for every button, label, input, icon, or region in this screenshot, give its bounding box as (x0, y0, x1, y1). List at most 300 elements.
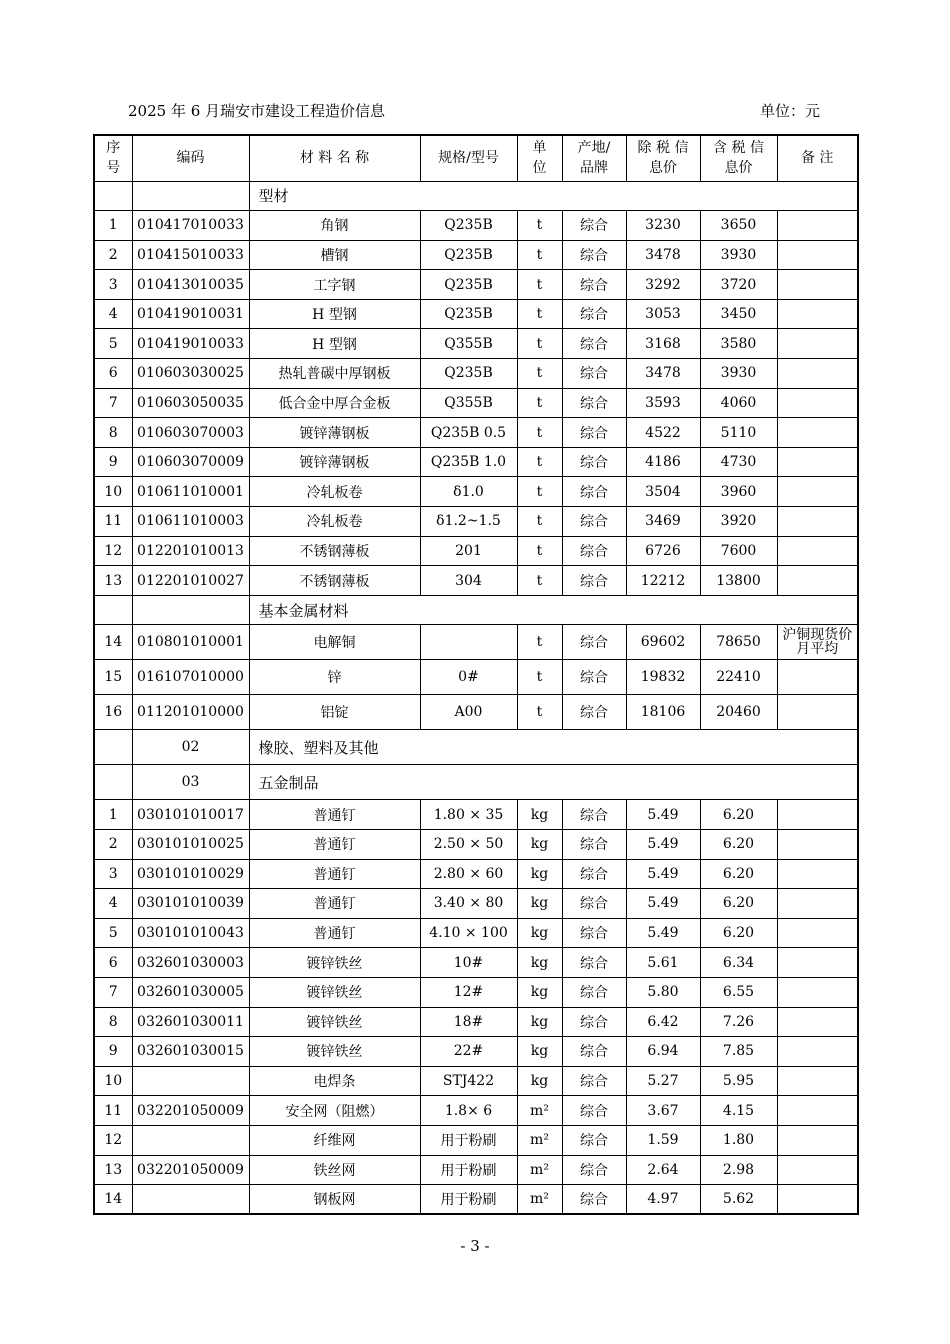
remark-cell (777, 1185, 858, 1215)
seq-cell: 12 (94, 536, 132, 566)
pre-tax-cell: 3.67 (626, 1096, 700, 1126)
pre-tax-cell: 3478 (626, 359, 700, 389)
origin-cell: 综合 (562, 1066, 626, 1096)
incl-tax-cell: 4.15 (700, 1096, 777, 1126)
pre-tax-cell: 5.27 (626, 1066, 700, 1096)
header-seq: 序号 (94, 135, 132, 181)
seq-cell: 7 (94, 388, 132, 418)
spec-cell: Q235B (420, 270, 517, 300)
header-incl-tax-price: 含 税 信息价 (700, 135, 777, 181)
remark-cell (777, 800, 858, 830)
incl-tax-cell: 6.20 (700, 830, 777, 860)
origin-cell: 综合 (562, 299, 626, 329)
seq-cell: 4 (94, 889, 132, 919)
spec-cell: δ1.2~1.5 (420, 507, 517, 537)
remark-cell (777, 240, 858, 270)
table-row (94, 329, 858, 359)
spec-cell: Q235B (420, 359, 517, 389)
seq-cell: 5 (94, 918, 132, 948)
seq-cell: 12 (94, 1125, 132, 1155)
seq-cell: 1 (94, 211, 132, 241)
origin-cell: 综合 (562, 388, 626, 418)
remark-cell (777, 1096, 858, 1126)
section-title: 橡胶、塑料及其他 (249, 730, 858, 765)
incl-tax-cell: 3650 (700, 211, 777, 241)
seq-cell: 6 (94, 948, 132, 978)
header-origin: 产地/品牌 (562, 135, 626, 181)
seq-cell: 10 (94, 1066, 132, 1096)
seq-cell: 9 (94, 447, 132, 477)
pre-tax-cell: 18106 (626, 695, 700, 730)
incl-tax-cell: 7.26 (700, 1007, 777, 1037)
code-cell (132, 1066, 249, 1096)
document-title: 2025 年 6 月瑞安市建设工程造价信息 (128, 102, 386, 120)
section-code-cell (132, 595, 249, 625)
table-row (94, 1125, 858, 1155)
incl-tax-cell: 6.20 (700, 800, 777, 830)
unit-cell: kg (517, 1037, 562, 1067)
code-cell: 032601030015 (132, 1037, 249, 1067)
spec-cell: 304 (420, 566, 517, 596)
name-cell: 钢板网 (249, 1185, 420, 1215)
spec-cell: 18# (420, 1007, 517, 1037)
origin-cell: 综合 (562, 270, 626, 300)
code-cell: 010603070003 (132, 418, 249, 448)
pre-tax-cell: 3593 (626, 388, 700, 418)
unit-cell: t (517, 566, 562, 596)
origin-cell: 综合 (562, 859, 626, 889)
incl-tax-cell: 3450 (700, 299, 777, 329)
pre-tax-cell: 4186 (626, 447, 700, 477)
name-cell: 普通钉 (249, 889, 420, 919)
seq-cell: 3 (94, 859, 132, 889)
unit-cell: t (517, 211, 562, 241)
table-row (94, 859, 858, 889)
spec-cell: 22# (420, 1037, 517, 1067)
unit-cell: m² (517, 1185, 562, 1215)
table-row (94, 1007, 858, 1037)
origin-cell: 综合 (562, 918, 626, 948)
table-row (94, 299, 858, 329)
table-row (94, 477, 858, 507)
pre-tax-cell: 5.80 (626, 977, 700, 1007)
origin-cell: 综合 (562, 359, 626, 389)
table-row (94, 800, 858, 830)
code-cell: 030101010039 (132, 889, 249, 919)
seq-cell: 14 (94, 1185, 132, 1215)
name-cell: 镀锌铁丝 (249, 1007, 420, 1037)
origin-cell: 综合 (562, 1155, 626, 1185)
pre-tax-cell: 69602 (626, 625, 700, 660)
pre-tax-cell: 5.49 (626, 889, 700, 919)
pre-tax-cell: 3168 (626, 329, 700, 359)
remark-cell (777, 477, 858, 507)
unit-cell: t (517, 477, 562, 507)
spec-cell: 1.80 × 35 (420, 800, 517, 830)
name-cell: 镀锌薄钢板 (249, 418, 420, 448)
table-row (94, 830, 858, 860)
header-spec: 规格/型号 (420, 135, 517, 181)
unit-cell: m² (517, 1125, 562, 1155)
spec-cell: Q355B (420, 329, 517, 359)
seq-cell (94, 765, 132, 800)
name-cell: 镀锌铁丝 (249, 1037, 420, 1067)
incl-tax-cell: 3920 (700, 507, 777, 537)
pre-tax-cell: 19832 (626, 660, 700, 695)
seq-cell: 15 (94, 660, 132, 695)
remark-cell (777, 918, 858, 948)
incl-tax-cell: 5.62 (700, 1185, 777, 1215)
remark-cell (777, 270, 858, 300)
table-row (94, 918, 858, 948)
spec-cell: A00 (420, 695, 517, 730)
unit-cell: t (517, 329, 562, 359)
unit-cell: kg (517, 918, 562, 948)
origin-cell: 综合 (562, 830, 626, 860)
spec-cell: Q235B (420, 299, 517, 329)
origin-cell: 综合 (562, 1007, 626, 1037)
name-cell: 普通钉 (249, 830, 420, 860)
incl-tax-cell: 7.85 (700, 1037, 777, 1067)
unit-cell: kg (517, 800, 562, 830)
table-body (94, 181, 858, 1214)
table-row (94, 948, 858, 978)
page-number: - 3 - (460, 1237, 490, 1255)
origin-cell: 综合 (562, 800, 626, 830)
spec-cell: 2.50 × 50 (420, 830, 517, 860)
price-information-table (93, 134, 859, 1215)
spec-cell: 用于粉刷 (420, 1125, 517, 1155)
name-cell: 普通钉 (249, 859, 420, 889)
code-cell: 032601030011 (132, 1007, 249, 1037)
unit-cell: kg (517, 889, 562, 919)
pre-tax-cell: 3504 (626, 477, 700, 507)
unit-cell: kg (517, 1066, 562, 1096)
code-cell: 016107010000 (132, 660, 249, 695)
unit-cell: t (517, 536, 562, 566)
spec-cell: Q235B 0.5 (420, 418, 517, 448)
name-cell: 安全网（阻燃） (249, 1096, 420, 1126)
currency-unit-label: 单位：元 (759, 102, 820, 120)
spec-cell: 3.40 × 80 (420, 889, 517, 919)
code-cell: 010415010033 (132, 240, 249, 270)
code-cell: 010603030025 (132, 359, 249, 389)
incl-tax-cell: 3930 (700, 240, 777, 270)
name-cell: 锌 (249, 660, 420, 695)
incl-tax-cell: 3580 (700, 329, 777, 359)
pre-tax-cell: 5.49 (626, 859, 700, 889)
table-row (94, 1155, 858, 1185)
pre-tax-cell: 2.64 (626, 1155, 700, 1185)
remark-cell (777, 566, 858, 596)
spec-cell (420, 625, 517, 660)
pre-tax-cell: 4522 (626, 418, 700, 448)
code-cell: 010611010001 (132, 477, 249, 507)
remark-cell (777, 211, 858, 241)
unit-cell: t (517, 625, 562, 660)
seq-cell: 13 (94, 1155, 132, 1185)
header-pre-tax-price: 除 税 信息价 (626, 135, 700, 181)
incl-tax-cell: 1.80 (700, 1125, 777, 1155)
name-cell: 不锈钢薄板 (249, 536, 420, 566)
name-cell: 铝锭 (249, 695, 420, 730)
origin-cell: 综合 (562, 477, 626, 507)
code-cell: 010419010033 (132, 329, 249, 359)
incl-tax-cell: 5110 (700, 418, 777, 448)
origin-cell: 综合 (562, 948, 626, 978)
origin-cell: 综合 (562, 1185, 626, 1215)
remark-cell (777, 660, 858, 695)
origin-cell: 综合 (562, 329, 626, 359)
code-cell: 032601030005 (132, 977, 249, 1007)
incl-tax-cell: 22410 (700, 660, 777, 695)
table-row (94, 240, 858, 270)
seq-cell (94, 595, 132, 625)
table-row (94, 1066, 858, 1096)
code-cell: 032601030003 (132, 948, 249, 978)
spec-cell: Q235B (420, 240, 517, 270)
code-cell: 032201050009 (132, 1096, 249, 1126)
seq-cell: 1 (94, 800, 132, 830)
code-cell: 010603050035 (132, 388, 249, 418)
pre-tax-cell: 6.94 (626, 1037, 700, 1067)
table-row (94, 507, 858, 537)
table-header-row (94, 135, 858, 181)
code-cell: 012201010027 (132, 566, 249, 596)
code-cell: 010417010033 (132, 211, 249, 241)
pre-tax-cell: 3469 (626, 507, 700, 537)
code-cell: 030101010043 (132, 918, 249, 948)
header-material-name: 材 料 名 称 (249, 135, 420, 181)
code-cell (132, 1185, 249, 1215)
table-row (94, 695, 858, 730)
table-row (94, 1185, 858, 1215)
remark-cell (777, 859, 858, 889)
seq-cell: 6 (94, 359, 132, 389)
pre-tax-cell: 3053 (626, 299, 700, 329)
name-cell: 冷轧板卷 (249, 507, 420, 537)
spec-cell: 1.8× 6 (420, 1096, 517, 1126)
remark-cell (777, 1007, 858, 1037)
section-row (94, 730, 858, 765)
name-cell: 低合金中厚合金板 (249, 388, 420, 418)
name-cell: 不锈钢薄板 (249, 566, 420, 596)
origin-cell: 综合 (562, 977, 626, 1007)
unit-cell: t (517, 660, 562, 695)
spec-cell: STJ422 (420, 1066, 517, 1096)
table-row (94, 625, 858, 660)
section-row (94, 181, 858, 211)
seq-cell: 8 (94, 1007, 132, 1037)
spec-cell: 2.80 × 60 (420, 859, 517, 889)
remark-cell (777, 1125, 858, 1155)
origin-cell: 综合 (562, 1037, 626, 1067)
incl-tax-cell: 7600 (700, 536, 777, 566)
name-cell: 铁丝网 (249, 1155, 420, 1185)
unit-cell: t (517, 359, 562, 389)
origin-cell: 综合 (562, 889, 626, 919)
incl-tax-cell: 3720 (700, 270, 777, 300)
spec-cell: Q235B 1.0 (420, 447, 517, 477)
unit-cell: t (517, 447, 562, 477)
origin-cell: 综合 (562, 536, 626, 566)
spec-cell: 0# (420, 660, 517, 695)
seq-cell: 3 (94, 270, 132, 300)
table-row (94, 447, 858, 477)
name-cell: 纤维网 (249, 1125, 420, 1155)
table-row (94, 270, 858, 300)
seq-cell: 5 (94, 329, 132, 359)
unit-cell: kg (517, 1007, 562, 1037)
section-title: 五金制品 (249, 765, 858, 800)
code-cell: 010419010031 (132, 299, 249, 329)
unit-cell: kg (517, 859, 562, 889)
unit-cell: t (517, 240, 562, 270)
code-cell: 030101010029 (132, 859, 249, 889)
unit-cell: m² (517, 1096, 562, 1126)
table-row (94, 566, 858, 596)
incl-tax-cell: 4060 (700, 388, 777, 418)
origin-cell: 综合 (562, 1125, 626, 1155)
unit-cell: t (517, 507, 562, 537)
origin-cell: 综合 (562, 660, 626, 695)
spec-cell: δ1.0 (420, 477, 517, 507)
seq-cell: 9 (94, 1037, 132, 1067)
origin-cell: 综合 (562, 418, 626, 448)
seq-cell: 2 (94, 240, 132, 270)
seq-cell (94, 730, 132, 765)
name-cell: H 型钢 (249, 299, 420, 329)
incl-tax-cell: 6.55 (700, 977, 777, 1007)
table-row (94, 418, 858, 448)
name-cell: 电焊条 (249, 1066, 420, 1096)
name-cell: H 型钢 (249, 329, 420, 359)
incl-tax-cell: 13800 (700, 566, 777, 596)
code-cell: 012201010013 (132, 536, 249, 566)
remark-cell (777, 1155, 858, 1185)
pre-tax-cell: 6726 (626, 536, 700, 566)
code-cell: 010413010035 (132, 270, 249, 300)
code-cell: 032201050009 (132, 1155, 249, 1185)
unit-cell: t (517, 695, 562, 730)
table-row (94, 889, 858, 919)
remark-cell (777, 388, 858, 418)
seq-cell: 13 (94, 566, 132, 596)
pre-tax-cell: 5.49 (626, 918, 700, 948)
origin-cell: 综合 (562, 566, 626, 596)
incl-tax-cell: 4730 (700, 447, 777, 477)
name-cell: 角钢 (249, 211, 420, 241)
table-row (94, 977, 858, 1007)
section-code-cell (132, 181, 249, 211)
name-cell: 镀锌铁丝 (249, 948, 420, 978)
remark-cell (777, 299, 858, 329)
seq-cell: 16 (94, 695, 132, 730)
remark-cell (777, 447, 858, 477)
section-code-cell: 02 (132, 730, 249, 765)
code-cell: 010603070009 (132, 447, 249, 477)
section-row (94, 595, 858, 625)
remark-cell (777, 359, 858, 389)
incl-tax-cell: 6.20 (700, 918, 777, 948)
remark-cell (777, 948, 858, 978)
name-cell: 镀锌薄钢板 (249, 447, 420, 477)
incl-tax-cell: 3960 (700, 477, 777, 507)
unit-cell: t (517, 299, 562, 329)
origin-cell: 综合 (562, 507, 626, 537)
pre-tax-cell: 5.49 (626, 800, 700, 830)
name-cell: 普通钉 (249, 918, 420, 948)
spec-cell: Q355B (420, 388, 517, 418)
origin-cell: 综合 (562, 211, 626, 241)
header-remark: 备 注 (777, 135, 858, 181)
pre-tax-cell: 1.59 (626, 1125, 700, 1155)
pre-tax-cell: 4.97 (626, 1185, 700, 1215)
incl-tax-cell: 6.34 (700, 948, 777, 978)
seq-cell: 11 (94, 507, 132, 537)
seq-cell (94, 181, 132, 211)
seq-cell: 11 (94, 1096, 132, 1126)
remark-cell (777, 889, 858, 919)
table-row (94, 660, 858, 695)
origin-cell: 综合 (562, 240, 626, 270)
incl-tax-cell: 20460 (700, 695, 777, 730)
code-cell: 010801010001 (132, 625, 249, 660)
name-cell: 普通钉 (249, 800, 420, 830)
table-row (94, 388, 858, 418)
name-cell: 冷轧板卷 (249, 477, 420, 507)
spec-cell: 12# (420, 977, 517, 1007)
incl-tax-cell: 78650 (700, 625, 777, 660)
table-row (94, 536, 858, 566)
remark-cell (777, 507, 858, 537)
incl-tax-cell: 2.98 (700, 1155, 777, 1185)
code-cell: 011201010000 (132, 695, 249, 730)
spec-cell: Q235B (420, 211, 517, 241)
incl-tax-cell: 5.95 (700, 1066, 777, 1096)
incl-tax-cell: 6.20 (700, 859, 777, 889)
spec-cell: 用于粉刷 (420, 1185, 517, 1215)
unit-cell: kg (517, 830, 562, 860)
remark-cell (777, 977, 858, 1007)
seq-cell: 10 (94, 477, 132, 507)
name-cell: 镀锌铁丝 (249, 977, 420, 1007)
header-code: 编码 (132, 135, 249, 181)
section-title: 型材 (249, 181, 858, 211)
spec-cell: 用于粉刷 (420, 1155, 517, 1185)
spec-cell: 4.10 × 100 (420, 918, 517, 948)
page-header (128, 100, 820, 124)
pre-tax-cell: 12212 (626, 566, 700, 596)
pre-tax-cell: 6.42 (626, 1007, 700, 1037)
remark-cell: 沪铜现货价月平均 (777, 625, 858, 660)
remark-cell (777, 329, 858, 359)
table-row (94, 1037, 858, 1067)
table-row (94, 1096, 858, 1126)
seq-cell: 7 (94, 977, 132, 1007)
origin-cell: 综合 (562, 695, 626, 730)
header-unit: 单位 (517, 135, 562, 181)
incl-tax-cell: 3930 (700, 359, 777, 389)
section-code-cell: 03 (132, 765, 249, 800)
remark-cell (777, 1037, 858, 1067)
seq-cell: 2 (94, 830, 132, 860)
origin-cell: 综合 (562, 1096, 626, 1126)
spec-cell: 201 (420, 536, 517, 566)
name-cell: 槽钢 (249, 240, 420, 270)
incl-tax-cell: 6.20 (700, 889, 777, 919)
remark-cell (777, 418, 858, 448)
